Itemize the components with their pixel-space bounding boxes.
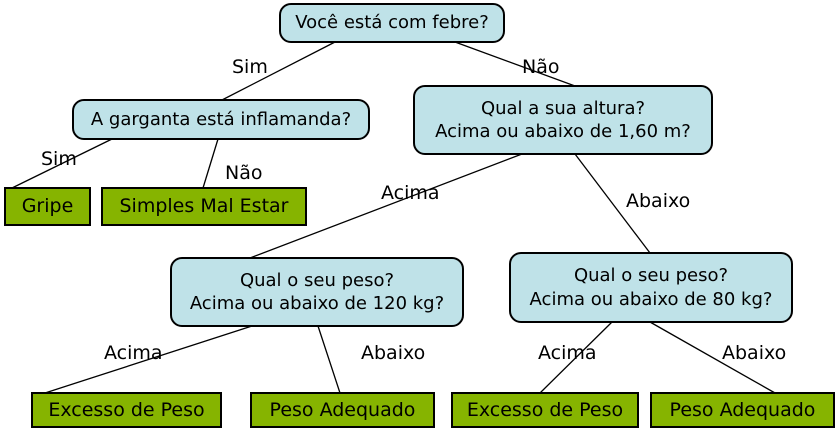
node-weight-80-line2: Acima ou abaixo de 80 kg? bbox=[529, 288, 773, 310]
label-root-nao: Não bbox=[522, 56, 560, 78]
leaf-mal-estar-text: Simples Mal Estar bbox=[119, 195, 289, 218]
node-root bbox=[279, 3, 505, 43]
node-height bbox=[413, 85, 713, 155]
node-height-line1: Qual a sua altura? bbox=[480, 97, 646, 119]
label-w80-abaixo: Abaixo bbox=[722, 342, 787, 364]
node-height-line2: Acima ou abaixo de 1,60 m? bbox=[435, 121, 691, 142]
leaf-adequado-2-text: Peso Adequado bbox=[669, 398, 816, 421]
label-w120-abaixo: Abaixo bbox=[361, 342, 426, 364]
label-height-acima: Acima bbox=[381, 182, 440, 204]
label-throat-sim: Sim bbox=[41, 148, 77, 170]
leaf-excesso-2 bbox=[451, 392, 639, 428]
leaf-excesso-1 bbox=[31, 392, 222, 428]
leaf-gripe-text: Gripe bbox=[21, 195, 74, 218]
label-throat-nao: Não bbox=[225, 162, 263, 184]
node-root-text: Você está com febre? bbox=[295, 12, 489, 34]
leaf-gripe bbox=[4, 187, 91, 226]
node-weight-120-line2: Acima ou abaixo de 120 kg? bbox=[189, 293, 445, 314]
label-height-abaixo: Abaixo bbox=[626, 190, 691, 212]
label-w120-acima: Acima bbox=[104, 342, 163, 364]
node-weight-120-line1: Qual o seu peso? bbox=[239, 269, 395, 291]
label-w80-acima: Acima bbox=[538, 342, 597, 364]
leaf-adequado-1-text: Peso Adequado bbox=[269, 398, 416, 421]
node-throat-text: A garganta está inflamanda? bbox=[90, 108, 352, 130]
node-weight-80 bbox=[509, 252, 793, 323]
leaf-excesso-2-text: Excesso de Peso bbox=[466, 398, 624, 421]
leaf-adequado-2 bbox=[650, 392, 835, 428]
leaf-mal-estar bbox=[101, 187, 307, 226]
leaf-excesso-1-text: Excesso de Peso bbox=[48, 398, 205, 421]
edge-throat-nao bbox=[203, 139, 218, 188]
leaf-adequado-1 bbox=[250, 392, 435, 428]
label-root-sim: Sim bbox=[232, 56, 268, 78]
node-throat bbox=[72, 99, 370, 140]
node-weight-120 bbox=[170, 257, 464, 327]
edge-w120-abaixo bbox=[318, 326, 340, 393]
node-weight-80-line1: Qual o seu peso? bbox=[573, 265, 729, 287]
